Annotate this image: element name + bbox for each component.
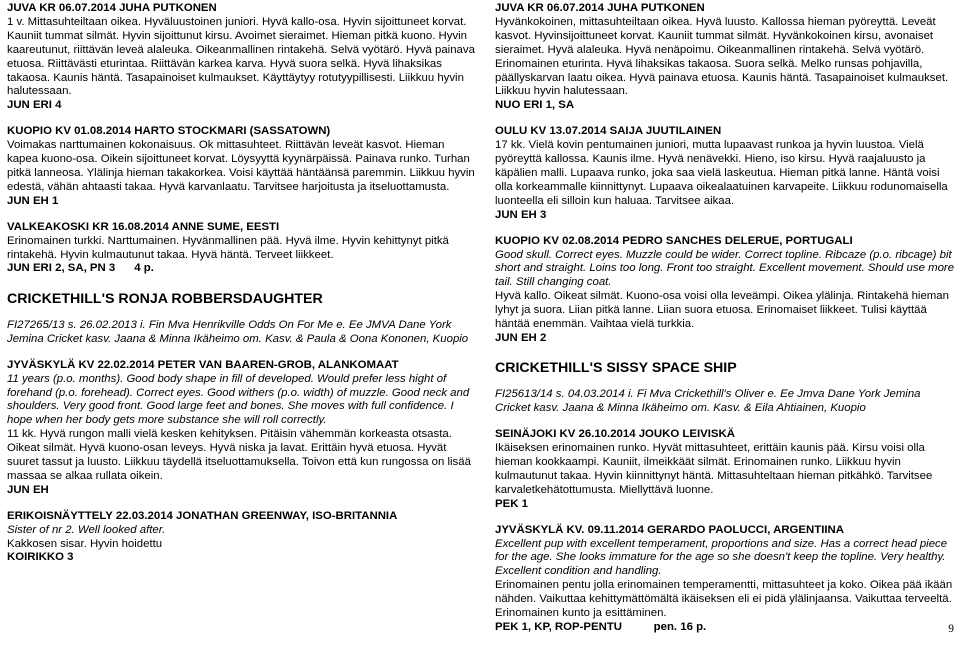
show-result: JUN EH 1 (7, 194, 59, 207)
critique-entry (7, 359, 475, 498)
dog-info: FI25613/14 s. 04.03.2014 i. Fi Mva Crickethill's Oliver e. Ee Jmva Dane York Jemina Cricket kasv. Jaana & Minna Ikäheimo om. Kasv. & Eila Ahtiainen, Kuopio (495, 388, 921, 415)
critique-entry (495, 428, 957, 511)
critique-text: 11 kk. Hyvä rungon malli vielä kesken kehityksen. Pitäisin vähemmän korkeasta otsasta. Oikeat silmät. Hyvä kuono-osan leveys. Hyvä niska ja lavat. Erittäin hyvä etuosa. Hyvät suuret tassut ja luusto. Liikkuu täydellä itseluottamuksella. Toivon että kun rungossa on lisää massaa se alkaa rullata oikein. (7, 428, 471, 482)
show-result: JUN EH (7, 483, 49, 496)
critique-text-english: 11 years (p.o. months). Good body shape in fill of developed. Would prefer less hight of forehand (p.o. forehead). Correct eyes. Good withers (p.o. width) of muzzle. Good neck and shoulders. Very good front. Good large feet and bones. She moves with full confidence. I hope when her body gets more substance she will roll correctly. (7, 372, 470, 427)
show-result: JUN EH 3 (495, 208, 547, 221)
critique-text-english: Sister of nr 2. Well looked after. (7, 523, 166, 536)
show-result: PEK 1, KP, ROP-PENTU pen. 16 p. (495, 621, 707, 634)
dog-name: CRICKETHILL'S RONJA ROBBERSDAUGHTER (7, 290, 323, 307)
critique-text-english: Excellent pup with excellent temperament, proportions and size. Has a correct head piece for the age. She looks immature for the age so she doesn't keep the topline. Very healthy. Excellent condition and handling. (495, 537, 948, 578)
dog-section (7, 291, 475, 347)
show-result: JUN ERI 4 (7, 99, 62, 112)
right-column (495, 2, 957, 647)
critique-text: Voimakas narttumainen kokonaisuus. Ok mittasuhteet. Riittävän leveät kasvot. Hieman kapea kuono-osa. Oikein sijoittuneet korvat. Löysyyttä kyynärpäissä. Painava runko. Turhan pitkä lanneosa. Ylälinja hieman takakorkea. Voisi käyttää häntäänsä paremmin. Liikkuu hyvin edestä, vähän ahtaasti takaa. Hyvä karvanlaatu. Tarvitsee harjoitusta ja itseluottamusta. (7, 139, 475, 193)
show-header: KUOPIO KV 02.08.2014 PEDRO SANCHES DELERUE, PORTUGALI (495, 234, 853, 247)
show-result: JUN ERI 2, SA, PN 3 4 p. (7, 262, 154, 275)
critique-entry (7, 221, 475, 277)
critique-text: Kakkosen sisar. Hyvin hoidettu (7, 537, 163, 550)
critique-text: Erinomainen turkki. Narttumainen. Hyvänmallinen pää. Hyvä ilme. Hyvin kehittynyt pitkä rintakehä. Hyvin kulmautunut takaa. Hyvä häntä. Terveet liikkeet. (7, 234, 449, 261)
show-header: JYVÄSKYLÄ KV. 09.11.2014 GERARDO PAOLUCCI, ARGENTIINA (495, 523, 844, 536)
show-header: JUVA KR 06.07.2014 JUHA PUTKONEN (7, 2, 217, 14)
left-column (7, 2, 475, 577)
critique-text: Ikäiseksen erinomainen runko. Hyvät mittasuhteet, erittäin kaunis pää. Kirsu voisi olla hieman kookkaampi. Kauniit, ilmeikkäät silmät. Erinomainen runko. Liikkuu hyvin kulmautunut takaa. Hyvin kiinnittynyt häntä. Mittasuhteltaan hieman pitkähkö. Tarvitsee karvaletkehätottumusta. Miellyttävä luonne. (495, 442, 933, 496)
show-header: OULU KV 13.07.2014 SAIJA JUUTILAINEN (495, 125, 722, 138)
critique-text: Erinomainen pentu jolla erinomainen temperamentti, mittasuhteet ja koko. Oikea pää ikään nähden. Vaikuttaa kehittymättömältä ikäiseksen eli ei pidä ylälinjaansa. Vaikuttaa terveeltä. Erinomainen kunto ja esittäminen. (495, 579, 953, 620)
show-result: KOIRIKKO 3 (7, 551, 74, 564)
show-result: PEK 1 (495, 497, 528, 510)
critique-text-english: Good skull. Correct eyes. Muzzle could be wider. Correct topline. Ribcaze (p.o. ribcage) bit short and straight. Loins too long. Front too straight. Excellent movement. Should use more tail. Still changing coat. (495, 248, 955, 289)
show-header: SEINÄJOKI KV 26.10.2014 JOUKO LEIVISKÄ (495, 428, 735, 441)
critique-entry (7, 510, 475, 566)
critique-entry (495, 125, 957, 222)
critique-text: 17 kk. Vielä kovin pentumainen juniori, mutta lupaavast runkoa ja hyvin luustoa. Vielä pyöreyttä kallossa. Kaunis ilme. Hyvä nenävekki. Hieno, iso kirsu. Hyvä raajaluusto ja käpälien malli. Lupaava runko, joka saa vielä laskeutua. Hieman pitkä lanne. Häntä voisi olla korkeammalle kiinnittynyt. Lupaava oikealaatuinen karvapeite. Liikkuu rodunomaisella luonteella eli silloin kun haluaa. Tarvitsee aikaa. (495, 139, 948, 207)
dog-info: FI27265/13 s. 26.02.2013 i. Fin Mva Henrikville Odds On For Me e. Ee JMVA Dane York Jemina Cricket kasv. Jaana & Minna Ikäheimo om. Kasv. & Paula & Oona Kononen, Kuopio (7, 318, 469, 345)
critique-entry (495, 235, 957, 346)
show-header: JYVÄSKYLÄ KV 22.02.2014 PETER VAN BAAREN-GROB, ALANKOMAAT (7, 358, 399, 371)
dog-name: CRICKETHILL'S SISSY SPACE SHIP (495, 360, 737, 377)
dog-section (495, 360, 957, 416)
critique-text: 1 v. Mittasuhteiltaan oikea. Hyväluustoinen juniori. Hyvä kallo-osa. Hyvin sijoittuneet korvat. Kauniit tummat silmät. Hyvin sijoittunut kirsu. Avoimet sieraimet. Hieman pitkä kuono. Hyvin kaareutunut, riittävän leveä alaleuka. Oikeanmallinen rintakehä. Selvä vyötärö. Hyvä painava etuosa. Riittävästi eturintaa. Riittävän karkea karva. Hyvä suora selkä. Hyvä lihaksikas takaosa. Kaunis häntä. Tasapainoiset kulmaukset. Käyttäytyy rotutyypillisesti. Liikkuu hyvin halutessaan. (7, 15, 475, 98)
show-header: JUVA KR 06.07.2014 JUHA PUTKONEN (495, 2, 705, 14)
show-result: JUN EH 2 (495, 331, 547, 344)
critique-entry (7, 2, 475, 113)
show-header: VALKEAKOSKI KR 16.08.2014 ANNE SUME, EESTI (7, 220, 280, 233)
show-result: NUO ERI 1, SA (495, 99, 575, 112)
critique-entry (495, 2, 957, 113)
critique-entry (7, 125, 475, 208)
critique-text: Hyvä kallo. Oikeat silmät. Kuono-osa voisi olla leveämpi. Oikea ylälinja. Rintakehä hieman lyhyt ja suora. Liian pitkä lanne. Liian suora etuosa. Erinomaiset liikkeet. Tulisi käyttää häntää enemmän. Vaihtaa vielä turkkia. (495, 290, 949, 331)
show-header: KUOPIO KV 01.08.2014 HARTO STOCKMARI (SASSATOWN) (7, 125, 331, 138)
show-header: ERIKOISNÄYTTELY 22.03.2014 JONATHAN GREENWAY, ISO-BRITANNIA (7, 509, 398, 522)
critique-entry (495, 524, 957, 635)
page-number: 9 (948, 623, 954, 635)
critique-text: Hyvänkokoinen, mittasuhteiltaan oikea. Hyvä luusto. Kallossa hieman pyöreyttä. Leveät kasvot. Hyvinsijoittuneet korvat. Kauniit tummat silmät. Hyvänkokoinen kirsu, avonaiset sieraimet. Hyvä alaleuka. Hyvä nenäpoimu. Oikeanmallinen rintakehä. Selvä vyötärö. Erinomainen eturinta. Hyvä lihaksikas takaosa. Suora selkä. Melko runsas pohjavilla, päällyskarvan laatu oikea. Hyvä painava etuosa. Kaunis häntä. Tasapainoiset kulmaukset. Liikkuu hyvin halutessaan. (495, 15, 949, 98)
